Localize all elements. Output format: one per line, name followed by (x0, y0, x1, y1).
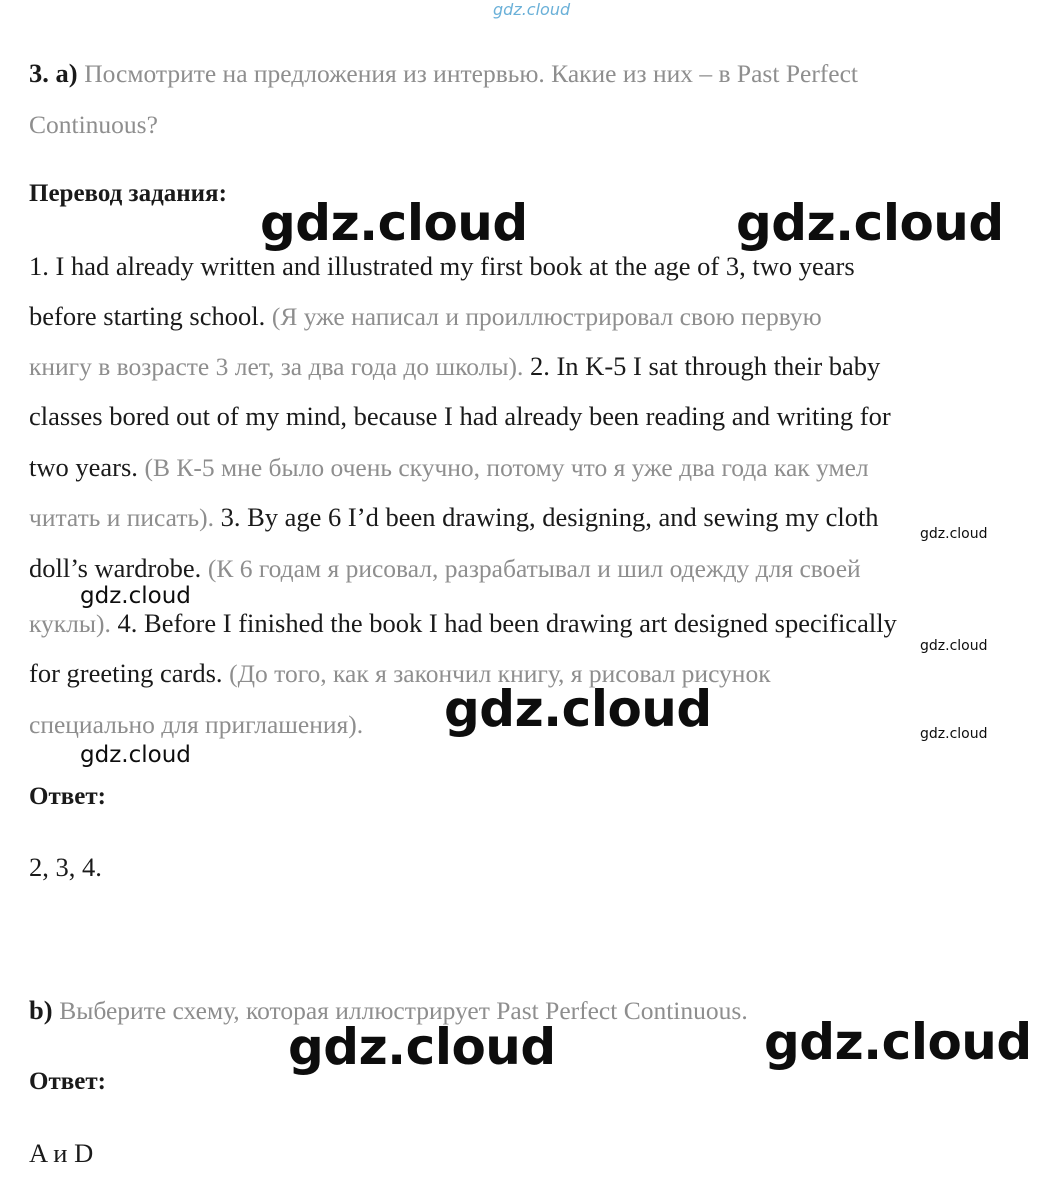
watermark-small: gdz.cloud (920, 526, 988, 542)
task-b-letter: b) (29, 995, 53, 1025)
watermark-big: gdz.cloud (736, 194, 1004, 252)
answer-b-text: A и D (29, 1138, 94, 1168)
watermark-small: gdz.cloud (920, 638, 988, 654)
task-a-text-1: Посмотрите на предложения из интервью. Какие из них – в Past Perfect (84, 59, 859, 88)
translation-text: куклы). (29, 609, 111, 638)
translation-heading: Перевод задания: (29, 180, 227, 207)
translation-text: книгу в возрасте 3 лет, за два года до школы). (29, 352, 524, 381)
translation-text: (К 6 годам я рисовал, разрабатывал и шил одежду для своей (207, 554, 861, 583)
watermark-mid: gdz.cloud (80, 583, 191, 609)
sentence-text: 3. By age 6 I’d been drawing, designing, and sewing my cloth (220, 502, 879, 532)
task-a-text-2: Continuous? (29, 110, 158, 139)
sentence-line-5 (29, 451, 869, 484)
translation-text: (До того, как я закончил книгу, я рисовал рисунок (229, 659, 771, 688)
sentence-line-3 (29, 350, 880, 383)
sentence-text: 4. Before I finished the book I had been drawing art designed specifically (117, 608, 897, 638)
translation-text: (В К-5 мне было очень скучно, потому что я уже два года как умел (144, 453, 869, 482)
sentence-text: for greeting cards. (29, 658, 223, 688)
sentence-line-8 (29, 607, 897, 640)
sentence-text: doll’s wardrobe. (29, 553, 202, 583)
sentence-line-6 (29, 501, 879, 534)
sentence-line-1 (29, 250, 855, 282)
task-a-line-2 (29, 108, 158, 141)
watermark-small: gdz.cloud (920, 726, 988, 742)
watermark-big: gdz.cloud (764, 1013, 1032, 1071)
sentence-text: before starting school. (29, 301, 266, 331)
watermark-big: gdz.cloud (288, 1018, 556, 1076)
task-a-line-1 (29, 57, 858, 90)
watermark-big: gdz.cloud (260, 194, 528, 252)
task-b-text: Выберите схему, которая иллюстрирует Past Perfect Continuous. (59, 996, 748, 1025)
sentence-line-2 (29, 300, 822, 333)
sentence-line-7 (29, 552, 861, 585)
watermark-mid: gdz.cloud (80, 742, 191, 768)
sentence-line-4 (29, 400, 891, 432)
sentence-text: two years. (29, 452, 138, 482)
answer-a-heading: Ответ: (29, 783, 106, 810)
translation-text: специально для приглашения). (29, 710, 364, 739)
answer-b-heading: Ответ: (29, 1068, 106, 1095)
task-a-number: 3. a) (29, 58, 78, 88)
sentence-text: classes bored out of my mind, because I had already been reading and writing for (29, 401, 891, 431)
sentence-line-10 (29, 708, 363, 741)
header-watermark: gdz.cloud (493, 0, 571, 19)
translation-text: читать и писать). (29, 503, 214, 532)
answer-a-text: 2, 3, 4. (29, 852, 102, 882)
sentence-text: 1. I had already written and illustrated my first book at the age of 3, two years (29, 251, 855, 281)
sentence-text: 2. In K-5 I sat through their baby (529, 351, 881, 381)
translation-text: (Я уже написал и проиллюстрировал свою первую (271, 302, 822, 331)
watermark-big: gdz.cloud (444, 680, 712, 738)
